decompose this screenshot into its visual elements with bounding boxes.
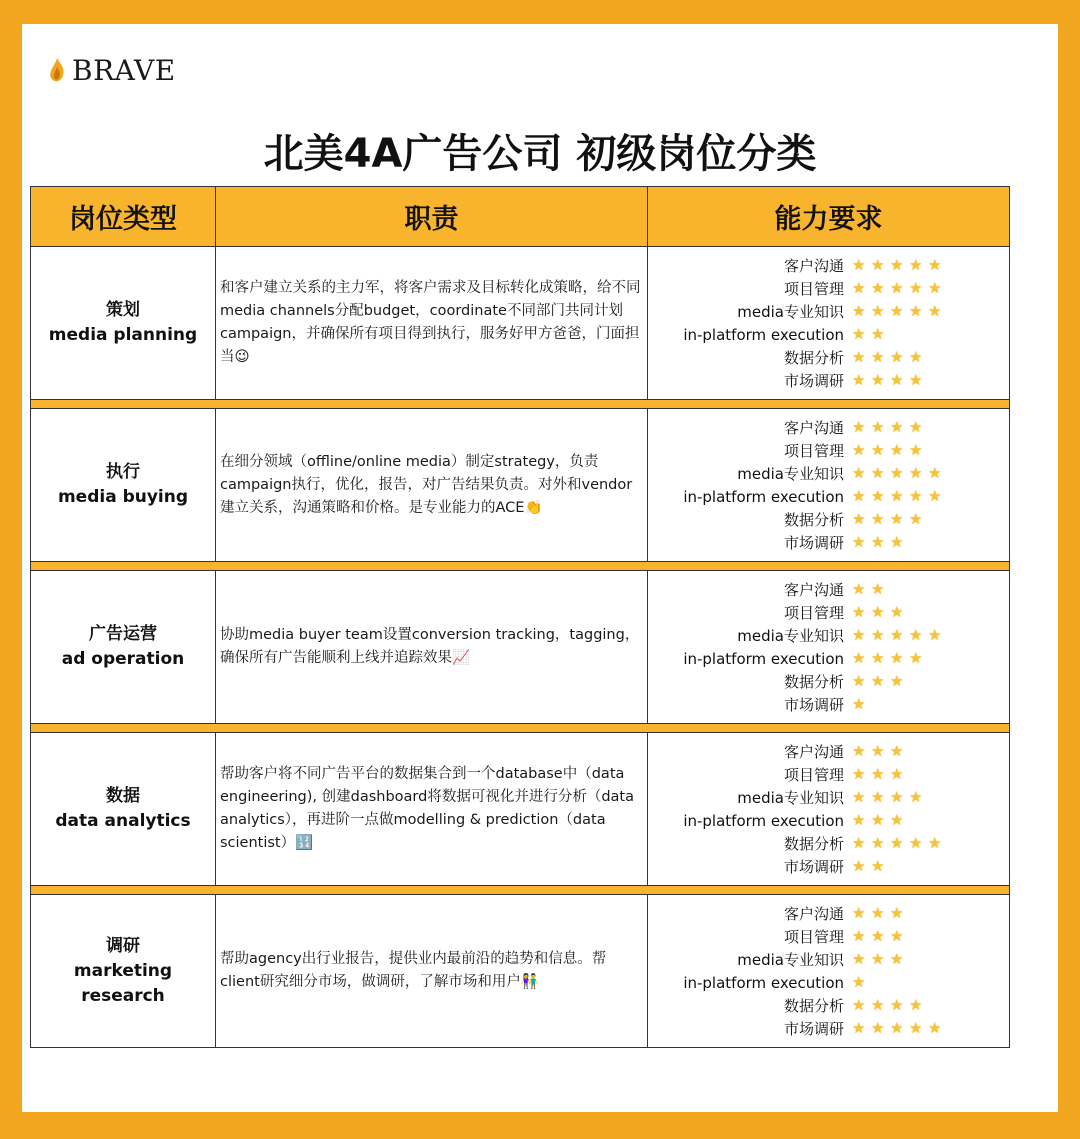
star-icon: ★ xyxy=(928,1019,942,1037)
role-name-cn: 执行 xyxy=(106,462,140,482)
skill-rating xyxy=(852,998,928,1013)
star-icon: ★ xyxy=(909,1019,923,1037)
star-icon: ★ xyxy=(852,441,866,459)
star-icon: ★ xyxy=(852,950,866,968)
skill-rating xyxy=(852,836,947,851)
star-icon: ★ xyxy=(928,464,942,482)
skill-rating xyxy=(852,373,928,388)
skill-name: 市场调研 xyxy=(783,696,844,714)
role-type-cell xyxy=(31,571,216,724)
star-icon: ★ xyxy=(871,1019,885,1037)
star-icon: ★ xyxy=(871,487,885,505)
skill-rating xyxy=(852,512,928,527)
star-icon: ★ xyxy=(909,834,923,852)
star-icon: ★ xyxy=(890,348,904,366)
skill-name: 客户沟通 xyxy=(783,905,844,923)
skill-rating xyxy=(852,952,909,967)
roles-body xyxy=(31,247,1010,1048)
star-icon: ★ xyxy=(890,742,904,760)
role-name-cn: 广告运营 xyxy=(89,624,157,644)
star-icon: ★ xyxy=(852,834,866,852)
skill-line xyxy=(648,740,1009,763)
skill-rating xyxy=(852,258,947,273)
skill-name: 项目管理 xyxy=(783,766,844,784)
star-icon: ★ xyxy=(909,256,923,274)
table-row xyxy=(31,895,1010,1048)
row-divider xyxy=(31,886,1010,895)
star-icon: ★ xyxy=(890,441,904,459)
skill-name: in-platform execution xyxy=(683,649,844,668)
star-icon: ★ xyxy=(871,927,885,945)
star-icon: ★ xyxy=(890,649,904,667)
skill-line xyxy=(648,277,1009,300)
star-icon: ★ xyxy=(928,256,942,274)
skill-line xyxy=(648,531,1009,554)
skill-line xyxy=(648,369,1009,392)
skill-name: media专业知识 xyxy=(737,789,844,807)
star-icon: ★ xyxy=(890,765,904,783)
star-icon: ★ xyxy=(852,672,866,690)
skill-rating xyxy=(852,697,871,712)
row-divider xyxy=(31,562,1010,571)
star-icon: ★ xyxy=(909,510,923,528)
table-row xyxy=(31,247,1010,400)
star-icon: ★ xyxy=(928,302,942,320)
role-skills-cell xyxy=(648,247,1010,400)
skill-line xyxy=(648,485,1009,508)
star-icon: ★ xyxy=(909,626,923,644)
skill-line xyxy=(648,948,1009,971)
star-icon: ★ xyxy=(909,302,923,320)
star-icon: ★ xyxy=(890,464,904,482)
role-name-cn: 策划 xyxy=(106,300,140,320)
page-title: 北美4A广告公司 初级岗位分类 xyxy=(263,131,817,177)
star-icon: ★ xyxy=(852,742,866,760)
star-icon: ★ xyxy=(871,348,885,366)
role-type-cell xyxy=(31,895,216,1048)
star-icon: ★ xyxy=(890,256,904,274)
skill-line xyxy=(648,832,1009,855)
role-name-en: marketing research xyxy=(73,960,173,1006)
star-icon: ★ xyxy=(890,418,904,436)
skill-rating xyxy=(852,489,947,504)
header-skills: 能力要求 xyxy=(648,187,1010,247)
star-icon: ★ xyxy=(852,580,866,598)
skill-line xyxy=(648,462,1009,485)
star-icon: ★ xyxy=(871,279,885,297)
skill-name: 项目管理 xyxy=(783,604,844,622)
skill-line xyxy=(648,578,1009,601)
star-icon: ★ xyxy=(852,927,866,945)
role-duty-cell: 和客户建立关系的主力军，将客户需求及目标转化成策略，给不同media channels分配budget，coordinate不同部门共同计划campaign，并确保所有项目得到执行，服务好甲方爸爸，门面担当😉 xyxy=(216,247,648,400)
star-icon: ★ xyxy=(852,973,866,991)
star-icon: ★ xyxy=(871,580,885,598)
star-icon: ★ xyxy=(871,765,885,783)
skill-line xyxy=(648,925,1009,948)
skill-rating xyxy=(852,350,928,365)
skill-rating xyxy=(852,651,928,666)
skill-name: 项目管理 xyxy=(783,280,844,298)
star-icon: ★ xyxy=(852,348,866,366)
role-skills-cell xyxy=(648,571,1010,724)
role-duty-cell: 协助media buyer team设置conversion tracking，tagging，确保所有广告能顺利上线并追踪效果📈 xyxy=(216,571,648,724)
row-divider-cell xyxy=(31,724,1010,733)
star-icon: ★ xyxy=(871,510,885,528)
star-icon: ★ xyxy=(890,626,904,644)
table-header-row xyxy=(31,187,1010,247)
star-icon: ★ xyxy=(852,626,866,644)
skill-name: 数据分析 xyxy=(783,511,844,529)
skill-rating xyxy=(852,605,909,620)
skill-name: in-platform execution xyxy=(683,973,844,992)
star-icon: ★ xyxy=(852,811,866,829)
skill-rating xyxy=(852,281,947,296)
star-icon: ★ xyxy=(909,788,923,806)
star-icon: ★ xyxy=(871,533,885,551)
roles-table xyxy=(30,186,1010,1048)
star-icon: ★ xyxy=(871,325,885,343)
star-icon: ★ xyxy=(909,487,923,505)
role-type-cell xyxy=(31,409,216,562)
star-icon: ★ xyxy=(890,533,904,551)
skill-name: 项目管理 xyxy=(783,928,844,946)
star-icon: ★ xyxy=(871,256,885,274)
role-skills-cell xyxy=(648,409,1010,562)
table-row xyxy=(31,571,1010,724)
star-icon: ★ xyxy=(890,904,904,922)
role-name-en: media buying xyxy=(57,487,189,507)
star-icon: ★ xyxy=(852,533,866,551)
row-divider xyxy=(31,724,1010,733)
skill-name: 市场调研 xyxy=(783,534,844,552)
row-divider-cell xyxy=(31,400,1010,409)
skill-rating xyxy=(852,1021,947,1036)
role-type-cell xyxy=(31,733,216,886)
skill-name: 数据分析 xyxy=(783,673,844,691)
skill-name: media专业知识 xyxy=(737,627,844,645)
skill-line xyxy=(648,994,1009,1017)
star-icon: ★ xyxy=(871,742,885,760)
star-icon: ★ xyxy=(871,904,885,922)
table-row xyxy=(31,409,1010,562)
skill-name: 市场调研 xyxy=(783,858,844,876)
skill-line xyxy=(648,346,1009,369)
star-icon: ★ xyxy=(871,811,885,829)
skill-line xyxy=(648,809,1009,832)
skill-line xyxy=(648,601,1009,624)
star-icon: ★ xyxy=(890,996,904,1014)
skill-line xyxy=(648,670,1009,693)
star-icon: ★ xyxy=(871,788,885,806)
skill-line xyxy=(648,647,1009,670)
role-name-cn: 数据 xyxy=(106,786,140,806)
star-icon: ★ xyxy=(852,487,866,505)
star-icon: ★ xyxy=(871,996,885,1014)
role-type-cell xyxy=(31,247,216,400)
skill-name: 数据分析 xyxy=(783,997,844,1015)
skill-name: 客户沟通 xyxy=(783,257,844,275)
star-icon: ★ xyxy=(871,626,885,644)
skill-rating xyxy=(852,744,909,759)
brand-name: BRAVE xyxy=(72,53,176,87)
role-name-cn: 调研 xyxy=(106,935,140,956)
skill-rating xyxy=(852,767,909,782)
skill-name: 市场调研 xyxy=(783,372,844,390)
skill-rating xyxy=(852,582,890,597)
skill-name: in-platform execution xyxy=(683,811,844,830)
skill-rating xyxy=(852,790,928,805)
star-icon: ★ xyxy=(909,279,923,297)
star-icon: ★ xyxy=(890,371,904,389)
star-icon: ★ xyxy=(852,302,866,320)
skill-line xyxy=(648,902,1009,925)
skill-name: 数据分析 xyxy=(783,349,844,367)
star-icon: ★ xyxy=(871,857,885,875)
star-icon: ★ xyxy=(871,672,885,690)
role-duty-cell: 帮助客户将不同广告平台的数据集合到一个database中（data engineering), 创建dashboard将数据可视化并进行分析（data analytics），再进阶一点做modelling & prediction（data scientist）🔢 xyxy=(216,733,648,886)
star-icon: ★ xyxy=(928,487,942,505)
star-icon: ★ xyxy=(852,418,866,436)
star-icon: ★ xyxy=(852,510,866,528)
skill-name: media专业知识 xyxy=(737,465,844,483)
skill-rating xyxy=(852,859,890,874)
star-icon: ★ xyxy=(909,371,923,389)
row-divider xyxy=(31,400,1010,409)
skill-list xyxy=(648,254,1009,392)
skill-line xyxy=(648,763,1009,786)
star-icon: ★ xyxy=(852,371,866,389)
star-icon: ★ xyxy=(852,904,866,922)
role-skills-cell xyxy=(648,895,1010,1048)
skill-name: media专业知识 xyxy=(737,303,844,321)
role-duty-cell: 在细分领域（offline/online media）制定strategy，负责campaign执行，优化，报告，对广告结果负责。对外和vendor建立关系，沟通策略和价格。是专业能力的ACE👏 xyxy=(216,409,648,562)
skill-line xyxy=(648,323,1009,346)
star-icon: ★ xyxy=(890,603,904,621)
skill-name: 数据分析 xyxy=(783,835,844,853)
header-duty: 职责 xyxy=(216,187,648,247)
skill-line xyxy=(648,786,1009,809)
skill-rating xyxy=(852,906,909,921)
skill-rating xyxy=(852,929,909,944)
skill-rating xyxy=(852,327,890,342)
skill-line xyxy=(648,971,1009,994)
skill-line xyxy=(648,508,1009,531)
star-icon: ★ xyxy=(909,996,923,1014)
skill-line xyxy=(648,416,1009,439)
star-icon: ★ xyxy=(909,348,923,366)
star-icon: ★ xyxy=(871,950,885,968)
role-name-en: ad operation xyxy=(61,649,185,669)
skill-name: media专业知识 xyxy=(737,951,844,969)
star-icon: ★ xyxy=(890,672,904,690)
skill-rating xyxy=(852,443,928,458)
skill-rating xyxy=(852,674,909,689)
skill-line xyxy=(648,855,1009,878)
star-icon: ★ xyxy=(871,834,885,852)
star-icon: ★ xyxy=(852,1019,866,1037)
skill-name: in-platform execution xyxy=(683,487,844,506)
star-icon: ★ xyxy=(928,626,942,644)
skill-name: 客户沟通 xyxy=(783,419,844,437)
star-icon: ★ xyxy=(871,302,885,320)
skill-list xyxy=(648,740,1009,878)
role-skills-cell xyxy=(648,733,1010,886)
star-icon: ★ xyxy=(871,418,885,436)
star-icon: ★ xyxy=(909,649,923,667)
skill-name: in-platform execution xyxy=(683,325,844,344)
star-icon: ★ xyxy=(871,649,885,667)
skill-name: 项目管理 xyxy=(783,442,844,460)
star-icon: ★ xyxy=(928,834,942,852)
brand-logo xyxy=(48,54,176,86)
skill-name: 客户沟通 xyxy=(783,743,844,761)
skill-line xyxy=(648,300,1009,323)
skill-line xyxy=(648,254,1009,277)
star-icon: ★ xyxy=(852,464,866,482)
skill-line xyxy=(648,624,1009,647)
star-icon: ★ xyxy=(890,279,904,297)
star-icon: ★ xyxy=(890,788,904,806)
star-icon: ★ xyxy=(852,603,866,621)
star-icon: ★ xyxy=(871,464,885,482)
skill-rating xyxy=(852,304,947,319)
skill-name: 客户沟通 xyxy=(783,581,844,599)
skill-rating xyxy=(852,535,909,550)
skill-list xyxy=(648,416,1009,554)
star-icon: ★ xyxy=(890,927,904,945)
skill-line xyxy=(648,693,1009,716)
header-type: 岗位类型 xyxy=(31,187,216,247)
flame-logo-icon xyxy=(48,57,66,83)
row-divider-cell xyxy=(31,886,1010,895)
skill-line xyxy=(648,1017,1009,1040)
star-icon: ★ xyxy=(909,418,923,436)
skill-name: 市场调研 xyxy=(783,1020,844,1038)
star-icon: ★ xyxy=(909,464,923,482)
star-icon: ★ xyxy=(852,695,866,713)
skill-list xyxy=(648,578,1009,716)
star-icon: ★ xyxy=(852,788,866,806)
star-icon: ★ xyxy=(890,302,904,320)
star-icon: ★ xyxy=(909,441,923,459)
star-icon: ★ xyxy=(890,1019,904,1037)
star-icon: ★ xyxy=(852,649,866,667)
star-icon: ★ xyxy=(852,765,866,783)
row-divider-cell xyxy=(31,562,1010,571)
star-icon: ★ xyxy=(852,857,866,875)
star-icon: ★ xyxy=(928,279,942,297)
star-icon: ★ xyxy=(852,279,866,297)
star-icon: ★ xyxy=(852,996,866,1014)
skill-list xyxy=(648,902,1009,1040)
star-icon: ★ xyxy=(890,510,904,528)
role-name-en: media planning xyxy=(48,325,198,345)
skill-rating xyxy=(852,975,871,990)
star-icon: ★ xyxy=(871,603,885,621)
star-icon: ★ xyxy=(890,487,904,505)
skill-line xyxy=(648,439,1009,462)
skill-rating xyxy=(852,420,928,435)
star-icon: ★ xyxy=(871,441,885,459)
skill-rating xyxy=(852,466,947,481)
role-duty-cell: 帮助agency出行业报告，提供业内最前沿的趋势和信息。帮client研究细分市场，做调研，了解市场和用户👫 xyxy=(216,895,648,1048)
skill-rating xyxy=(852,628,947,643)
star-icon: ★ xyxy=(852,256,866,274)
star-icon: ★ xyxy=(890,811,904,829)
role-name-en: data analytics xyxy=(55,811,191,831)
star-icon: ★ xyxy=(890,834,904,852)
star-icon: ★ xyxy=(852,325,866,343)
table-row xyxy=(31,733,1010,886)
star-icon: ★ xyxy=(871,371,885,389)
star-icon: ★ xyxy=(890,950,904,968)
skill-rating xyxy=(852,813,909,828)
